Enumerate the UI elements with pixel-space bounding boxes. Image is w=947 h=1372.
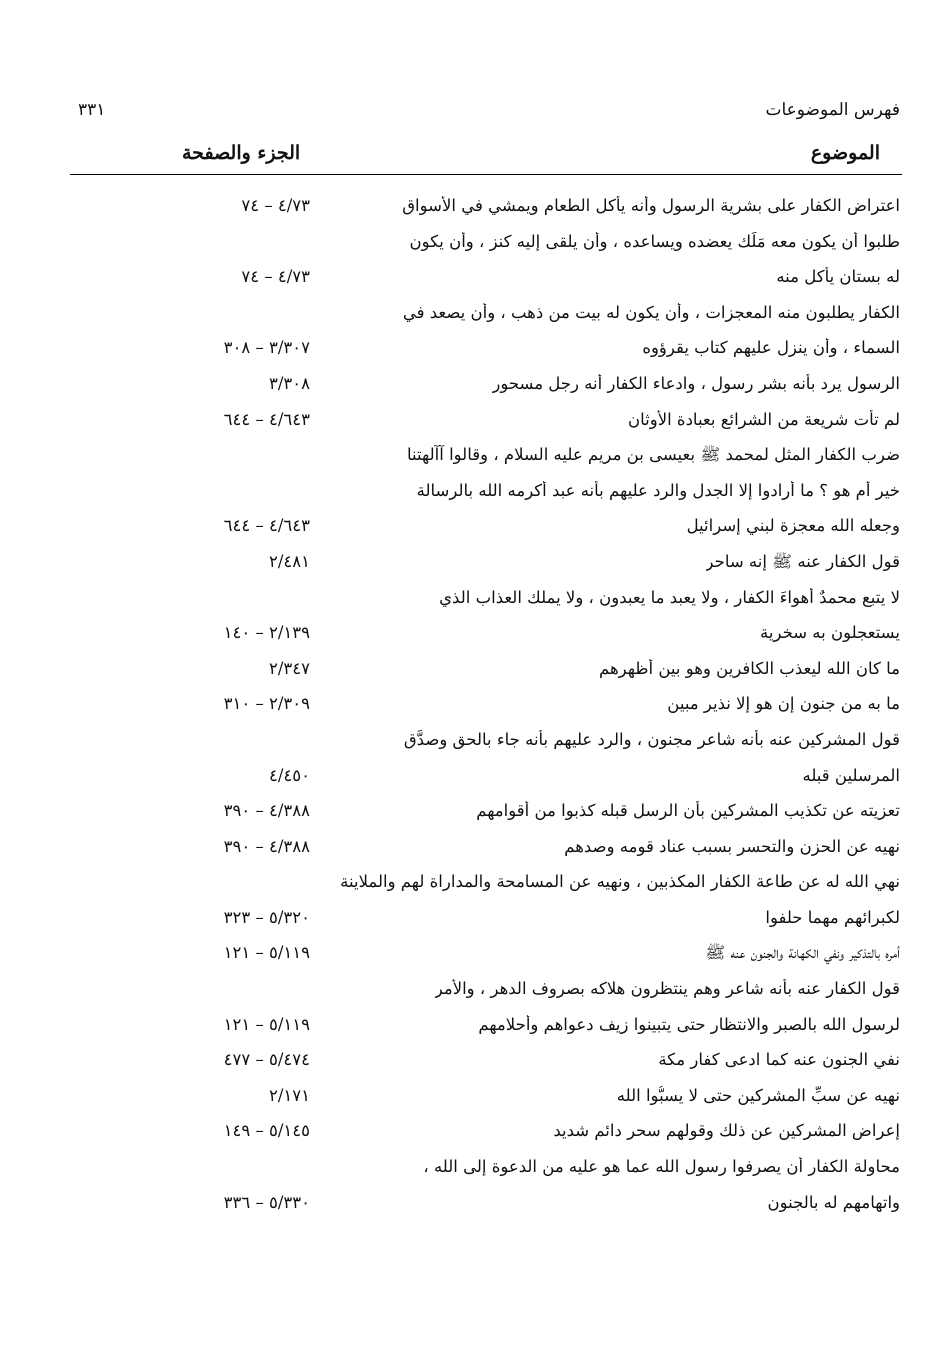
entry-topic: قول الكفار عنه بأنه شاعر وهم ينتظرون هلاكه بصروف الدهر ، والأمر [434,979,900,999]
running-title: فهرس الموضوعات [765,100,900,120]
entry-topic: لرسول الله بالصبر والانتظار حتى يتبينوا زيف دعواهم وأحلامهم [478,1014,900,1034]
entry-topic: محاولة الكفار أن يصرفوا رسول الله عما هو عليه من الدعوة إلى الله ، [423,1157,900,1177]
entry-reference: ٢/١٧١ [268,1085,310,1105]
topic-column-heading: الموضوع [810,142,880,164]
index-entry [70,336,902,372]
entry-topic: له بستان يأكل منه [776,267,900,287]
index-entry [70,906,902,942]
entry-reference: ٤/٤٥٠ [268,765,310,785]
page-number: ٣٣١ [78,100,106,120]
index-entry [70,550,902,586]
entry-topic: الرسول يرد بأنه بشر رسول ، وادعاء الكفار أنه رجل مسحور [492,373,900,393]
entry-reference: ٢/٣٠٩ – ٣١٠ [223,694,310,714]
index-entry [70,1084,902,1120]
entry-topic: ضرب الكفار المثل لمحمد ﷺ بعيسى بن مريم عليه السلام ، وقالوا آآلهتنا [407,445,900,465]
index-entry [70,1013,902,1049]
entry-topic: طلبوا أن يكون معه مَلَك يعضده ويساعده ، وأن يلقى إليه كنز ، وأن يكون [409,231,900,251]
entry-reference: ٣/٣٠٧ – ٣٠٨ [223,338,310,358]
entry-reference: ٥/١٤٥ – ١٤٩ [223,1121,310,1141]
entry-reference: ٤/٦٤٣ – ٦٤٤ [223,409,310,429]
entry-reference: ٤/٧٣ – ٧٤ [241,196,310,215]
page-header [70,100,902,130]
entry-reference: ٤/٣٨٨ – ٣٩٠ [223,836,310,856]
index-entry [70,977,902,1013]
entry-topic: قول الكفار عنه ﷺ إنه ساحر [705,551,900,571]
index-entry [70,870,902,906]
index-entry [70,230,902,266]
index-entry [70,1119,902,1155]
index-entry [70,514,902,550]
index-entry [70,835,902,871]
entry-reference: ٢/٣٤٧ [268,658,310,678]
index-entry [70,1048,902,1084]
index-entry [70,941,902,977]
entry-reference: ٤/٣٨٨ – ٣٩٠ [223,801,310,821]
entry-topic: خير أم هو ؟ ما أرادوا إلا الجدل والرد عليهم بأنه عبد أكرمه الله بالرسالة [416,480,900,500]
entry-topic: لا يتبع محمدٌ أهواءَ الكفار ، ولا يعبد ما يعبدون ، ولا يملك العذاب الذي [439,587,900,607]
index-entry [70,443,902,479]
index-entry [70,372,902,408]
entry-topic: ما به من جنون إن هو إلا نذير مبين [667,694,900,714]
index-entry [70,621,902,657]
index-entries [70,194,902,1226]
index-entry [70,764,902,800]
entry-topic: المرسلين قبله [802,765,900,785]
entry-reference: ٢/١٣٩ – ١٤٠ [223,623,310,643]
index-entry [70,692,902,728]
entry-topic: وجعله الله معجزة لبني إسرائيل [686,516,900,536]
entry-reference: ٥/٣٣٠ – ٣٣٦ [223,1192,310,1212]
entry-reference: ٣/٣٠٨ [268,373,310,393]
index-entry [70,1191,902,1227]
reference-column-heading: الجزء والصفحة [182,142,301,164]
index-entry [70,194,902,230]
entry-reference: ٥/١١٩ – ١٢١ [223,943,310,963]
entry-topic: نفي الجنون عنه كما ادعى كفار مكة [658,1050,900,1070]
entry-topic: ما كان الله ليعذب الكافرين وهو بين أظهرهم [599,658,900,678]
entry-topic: نهيه عن سبِّ المشركين حتى لا يسبُّوا الله [616,1085,900,1105]
index-entry [70,265,902,301]
entry-topic: أمره بالتذكير ونفي الكهانة والجنون عنه ﷺ [705,943,900,963]
entry-topic: السماء ، وأن ينزل عليهم كتاب يقرؤوه [642,338,900,358]
entry-topic: إعراض المشركين عن ذلك وقولهم سحر دائم شديد [553,1121,900,1141]
entry-topic: لم تأت شريعة من الشرائع بعبادة الأوثان [627,409,900,429]
entry-reference: ٢/٤٨١ [268,551,310,571]
entry-topic: قول المشركين عنه بأنه شاعر مجنون ، والرد عليهم بأنه جاء بالحق وصدَّق [403,729,900,749]
index-entry [70,1155,902,1191]
entry-topic: لكبرائهم مهما حلفوا [765,907,900,927]
index-entry [70,728,902,764]
entry-topic: اعتراض الكفار على بشرية الرسول وأنه يأكل الطعام ويمشي في الأسواق [402,196,900,215]
entry-reference: ٥/٣٢٠ – ٣٢٣ [223,907,310,927]
entry-topic: الكفار يطلبون منه المعجزات ، وأن يكون له بيت من ذهب ، وأن يصعد في [402,302,900,322]
entry-reference: ٥/٤٧٤ – ٤٧٧ [223,1050,310,1070]
header-rule [70,174,902,175]
entry-reference: ٥/١١٩ – ١٢١ [223,1014,310,1034]
index-entry [70,799,902,835]
entry-topic: واتهامهم له بالجنون [767,1192,900,1212]
index-entry [70,657,902,693]
columns-header [70,142,902,174]
index-entry [70,479,902,515]
index-entry [70,586,902,622]
entry-topic: تعزيته عن تكذيب المشركين بأن الرسل قبله كذبوا من أقوامهم [476,801,900,821]
index-entry [70,301,902,337]
entry-reference: ٤/٦٤٣ – ٦٤٤ [223,516,310,536]
index-entry [70,408,902,444]
entry-topic: يستعجلون به سخرية [760,623,900,643]
entry-topic: نهيه عن الحزن والتحسر بسبب عناد قومه وصدهم [564,836,900,856]
entry-reference: ٤/٧٣ – ٧٤ [241,267,310,287]
entry-topic: نهي الله له عن طاعة الكفار المكذبين ، ونهيه عن المسامحة والمداراة لهم والملاينة [340,872,900,892]
